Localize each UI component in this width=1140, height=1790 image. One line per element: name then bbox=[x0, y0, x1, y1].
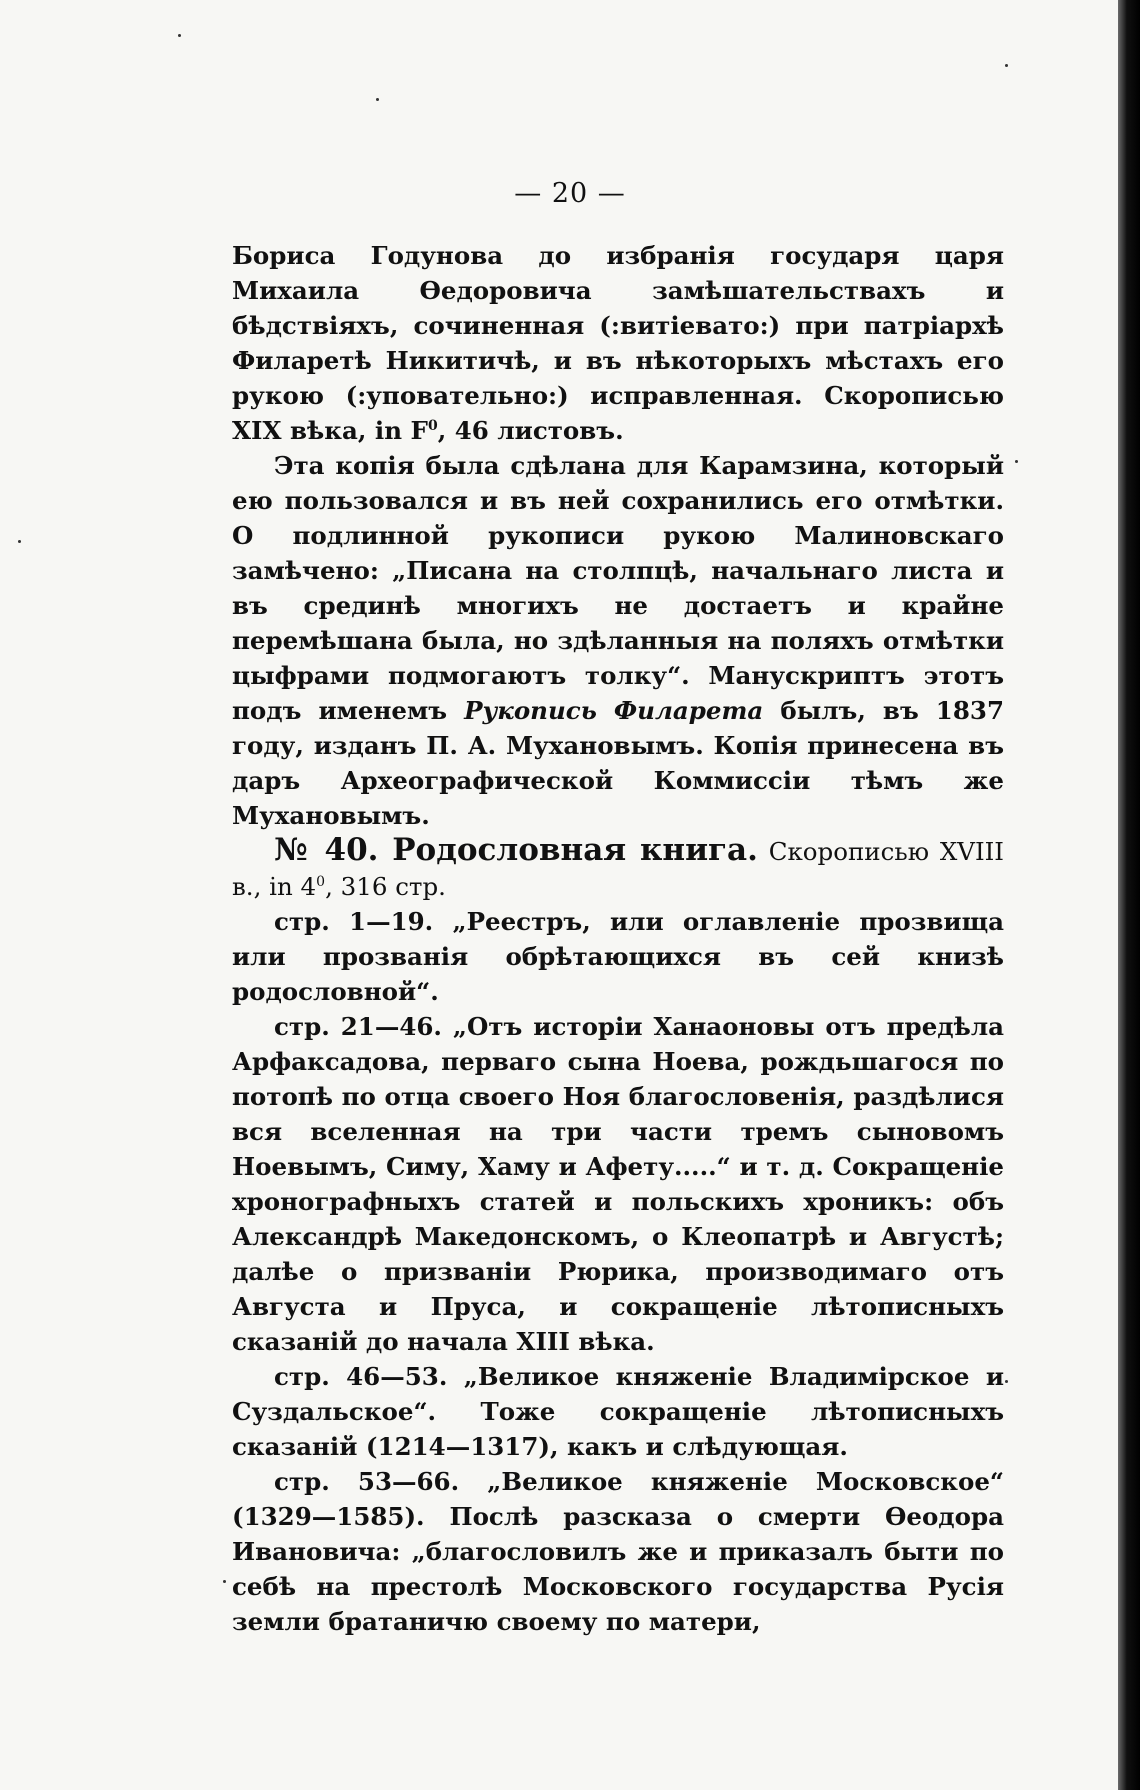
paragraph-2-text: Эта копія была сдѣлана для Карамзина, который ею пользовался и въ ней сохранились его отмѣтки. О подлинной рукописи рукою Малиновскаго замѣчено: „Писана на столпцѣ, начальнаго листа и въ срединѣ многихъ не достаетъ и крайне перемѣшана была, но здѣланныя на поляхъ отмѣтки цыфрами подмогаютъ толку“. Манускриптъ этотъ подъ именемъ bbox=[232, 451, 1004, 725]
scan-speck bbox=[1005, 64, 1008, 67]
paragraph-2-italic: Рукопись Филарета bbox=[464, 696, 764, 725]
scan-speck bbox=[376, 98, 379, 101]
scan-speck bbox=[223, 1580, 226, 1583]
paragraph-pages-46-53: стр. 46—53. „Великое княженіе Владимірское и Суздальское“. Тоже сокращеніе лѣтописныхъ сказаній (1214—1317), какъ и слѣдующая. bbox=[232, 1362, 1004, 1461]
entry-title: № 40. Родословная книга. bbox=[274, 832, 758, 868]
scan-speck bbox=[178, 34, 181, 37]
paragraph-continuation bbox=[232, 238, 1004, 448]
paragraph-2-end: былъ, въ 1837 году, изданъ П. А. Мухановымъ. Копія принесена въ даръ Археографической Коммиссіи тѣмъ же Мухановымъ. bbox=[232, 696, 1004, 830]
paragraph-copy-note bbox=[232, 448, 1004, 833]
paragraph-pages-21-46: стр. 21—46. „Отъ исторіи Ханаоновы отъ предѣла Арфаксадова, перваго сына Ноева, рождьшагося по потопѣ по отца своего Ноя благословенія, раздѣлися вся вселенная на три части тремъ сыновомъ Ноевымъ, Симу, Хаму и Афету.....“ и т. д. Сокращеніе хронографныхъ статей и польскихъ хроникъ: объ Александрѣ Македонскомъ, о Клеопатрѣ и Августѣ; далѣе о призваніи Рюрика, производимаго отъ Августа и Пруса, и сокращеніе лѣтописныхъ сказаній до начала XIII вѣка. bbox=[232, 1012, 1004, 1356]
scan-speck bbox=[18, 540, 21, 543]
paragraph-1-sup: 0 bbox=[427, 417, 438, 434]
entry-tail: , 316 стр. bbox=[325, 872, 446, 901]
paragraph-pages-1-19: стр. 1—19. „Реестръ, или оглавленіе прозвища или прозванія обрѣтающихся въ сей книзѣ родословной“. bbox=[232, 907, 1004, 1006]
paragraph-1-tail: , 46 листовъ. bbox=[437, 416, 624, 445]
page-binding-edge bbox=[1118, 0, 1140, 1790]
paragraph-pages-53-66: стр. 53—66. „Великое княженіе Московское“ (1329—1585). Послѣ разсказа о смерти Ѳеодора Ивановича: „благословилъ же и приказалъ быти по себѣ на престолѣ Московского государства Русія земли братаничю своему по матери, bbox=[232, 1467, 1004, 1636]
body-text bbox=[232, 238, 1004, 1639]
scan-speck bbox=[1005, 1380, 1008, 1383]
entry-sup: 0 bbox=[316, 873, 326, 890]
page-number: — 20 — bbox=[514, 178, 626, 209]
scan-speck bbox=[1015, 460, 1018, 463]
paragraph-1-text: Бориса Годунова до избранія государя царя Михаила Ѳедоровича замѣшательствахъ и бѣдствіяхъ, сочиненная (:витіевато:) при патріархѣ Филаретѣ Никитичѣ, и въ нѣкоторыхъ мѣстахъ его рукою (:уповательно:) исправленная. Скорописью XIX вѣка, in F bbox=[232, 241, 1004, 445]
entry-description: Скорописью XVIII в., in 4 bbox=[232, 837, 1004, 901]
entry-heading bbox=[232, 833, 1004, 904]
